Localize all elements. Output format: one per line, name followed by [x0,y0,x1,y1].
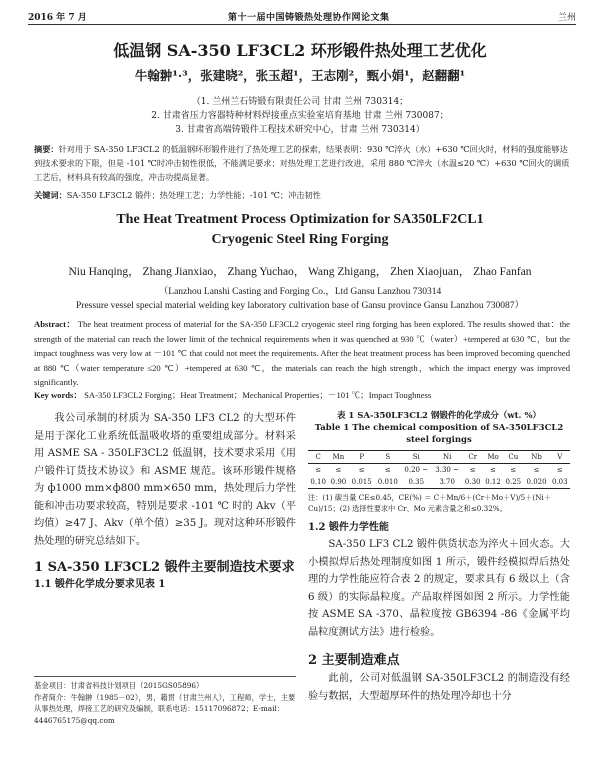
affiliation-en-1: （Lanzhou Lanshi Casting and Forging Co.，Ltd Gansu Lanzhou 730314 [158,287,442,297]
chemical-composition-table [308,450,570,489]
section-2-paragraph: 此前，公司对低温钢 SA-350LF3CL2 的制造没有经验与数据，大型超厚环件的热处理冷却也十分 [308,673,570,702]
table-row [308,464,570,477]
table-header-cell: S [375,451,401,464]
title-en-line2: Cryogenic Steel Ring Forging [211,232,389,247]
table-header-cell: Cr [463,451,483,464]
table-header-cell: V [550,451,570,464]
table-cell: 0.015 [349,476,375,489]
table-cell: 3.70 [432,476,463,489]
affiliation-en-2: Pressure vessel special material welding key laboratory cultivation base of Gansu province Gansu Lanzhou 730087） [76,301,524,311]
table-cell: ≤ [335,466,342,474]
table-cell: 0.12 [483,476,503,489]
section-1-1-heading: 1.1 锻件化学成分要求见表 1 [34,579,166,590]
keywords-cn-text: SA-350 LF3CL2 锻件；热处理工艺；力学性能；-101 ℃；冲击韧性 [66,190,321,200]
table-cell: ≤ [358,466,365,474]
keywords-en-label: Key words： [34,390,82,400]
table-cell: ≤ [384,466,391,474]
affiliation-cn-3: 3. 甘肃省高端铸锻件工程技术研究中心，甘肃 兰州 730314） [175,125,425,135]
table-cell: ≤ [315,466,322,474]
footnote [34,676,296,726]
title-en-line1: The Heat Treatment Process Optimization for SA350LF2CL1 [116,212,484,227]
table-header-cell: P [349,451,375,464]
intro-paragraph: 我公司承制的材质为 SA-350 LF3 CL2 的大型环件是用于深化工业系统低温吸收塔的重要组成部分。材料采用 ASME SA - 350LF3CL2 低温钢，技术要求采用《用户锻件订货技术协议》和 ASME 规范。该环形锻件规格为 ф1000 mm×ф800 mm×650 mm，热处理后力学性能和冲击功要求较高，特别是要求 -101 ℃ 时的 Akv（平均值）≥47 J、Akv（单个值）≥35 J。现对这种环形锻件热处理的研究总结如下。 [34,413,296,547]
footnote-author-bio: 作者简介：牛翰翀（1985－02），男，籍贯（甘肃兰州人），工程师，学士，主要从事热处理，焊接工艺的研究及编制，联系电话：15117096872；E-mail：4446765175@qq.com [34,692,296,725]
left-column [34,410,296,593]
table-cell: 0.20 ~ [404,466,429,474]
table-1-caption-en-2: steel forgings [406,435,472,445]
table-header-cell: Ni [432,451,463,464]
abstract-en [34,317,570,390]
table-cell: 0.30 [463,476,483,489]
section-2-heading: 2 主要制造难点 [308,653,400,668]
table-header-cell: Mo [483,451,503,464]
table-header-cell: C [308,451,328,464]
table-row [308,476,570,489]
table-cell: 0.90 [328,476,348,489]
table-cell: ≤ [510,466,517,474]
table-header-cell: Nb [524,451,550,464]
table-cell: 0.020 [524,476,550,489]
table-header-cell: Mn [328,451,348,464]
header-location: 兰州 [557,13,576,23]
table-cell: 0.25 [503,476,523,489]
right-column [308,410,570,705]
running-header [28,8,576,25]
table-1-caption-en-1: Table 1 The chemical composition of SA-350LF3CL2 [314,423,564,433]
abstract-en-label: Abstract： [34,319,76,329]
header-proceedings: 第十一届中国铸锻热处理协作网论文集 [228,13,390,23]
footnote-fund: 基金项目：甘肃省科技计划项目（2015GS05896） [34,681,204,690]
section-1-heading: 1 SA-350 LF3CL2 锻件主要制造技术要求 [34,560,295,575]
affiliation-cn-2: 2. 甘肃省压力容器特种材料焊接重点实验室培育基地 甘肃 兰州 730087； [151,111,449,121]
keywords-cn [34,188,570,202]
authors-cn: 牛翰翀¹·³，张建晓²，张玉超¹，王志刚²，甄小娟¹，赵翻翻¹ [134,68,466,83]
abstract-en-text: The heat treatment process of material for the SA-350 LF3CL2 cryogenic steel ring forging has been explored. The results showed that：the strength of the material can reach the lower limit of the technical requirements when it was quenched at 930 ℃（water）+tempered at 630 ℃，but the impact toughness was very low at －101 ℃ that could not meet the requirements. After the heat treatment process has been improved becoming quenched at 880 ℃（water temperature ≤20 ℃）+tempered at 630 ℃，the materials can reach the high strength，which the impact energy was improved significantly. [34,319,571,388]
keywords-en [34,388,570,403]
table-header-cell: Si [401,451,432,464]
table-cell: ≤ [533,466,540,474]
table-cell: 0.010 [375,476,401,489]
table-cell: ≤ [469,466,476,474]
table-1-caption-cn: 表 1 SA-350LF3CL2 钢锻件的化学成分（wt. %） [336,411,542,421]
section-1-2-heading: 1.2 锻件力学性能 [308,522,389,533]
abstract-cn [34,142,570,184]
keywords-cn-label: 关键词： [34,190,67,200]
keywords-en-text: SA-350 LF3CL2 Forging；Heat Treatment；Mechanical Properties；－101 ℃；Impact Toughness [84,390,432,400]
authors-en: Niu Hanqing， Zhang Jianxiao， Zhang Yuchao， Wang Zhigang， Zhen Xiaojuan， Zhao Fanfan [68,266,532,278]
abstract-cn-text: 针对用于 SA-350 LF3CL2 的低温钢环形锻件进行了热处理工艺的探索，结果表明：930 ℃淬火（水）+630 ℃回火时，材料的强度能够达到技术要求的下限，但是 -101 ℃时冲击韧性很低，不能满足要求；对热处理工艺进行改进，采用 880 ℃淬火（水温≤20 ℃）+630 ℃回火的调质工艺后，材料具有较高的强度，冲击功提高显著。 [34,144,570,182]
table-cell: ≤ [490,466,496,474]
abstract-cn-label: 摘要： [34,144,59,154]
table-header-cell: Cu [503,451,523,464]
table-cell: 0.03 [550,476,570,489]
affiliation-cn-1: （1. 兰州兰石铸锻有限责任公司 甘肃 兰州 730314； [191,97,409,107]
table-cell: 0.10 [308,476,328,489]
table-cell: ≤ [556,466,563,474]
table-cell: 0.35 [401,476,432,489]
title-cn: 低温钢 SA-350 LF3CL2 环形锻件热处理工艺优化 [113,41,487,60]
section-1-2-paragraph: SA-350 LF3 CL2 锻件供货状态为淬火＋回火态。大小模拟焊后热处理制度如图 1 所示，锻件经模拟焊后热处理的力学性能应符合表 2 的规定，要求具有 6 级以上（含 6 级）的实际晶粒度。产品取样图如图 2 所示。力学性能按 ASME SA -370、晶粒度按 GB6394 -86《金属平均晶粒度测试方法》进行检验。 [308,539,570,638]
table-1-note: 注：(1) 碳当量 CE≤0.45，CE(%) ＝ C＋Mn/6＋(Cr＋Mo＋V)/5＋(Ni＋Cu)/15；(2) 选择性要求中 Cr、Mo 元素含量之和≤0.32%。 [308,493,552,513]
header-date: 2016 年 7 月 [28,13,87,23]
table-header-row [308,451,570,464]
table-cell: 3.30 ~ [435,466,459,474]
